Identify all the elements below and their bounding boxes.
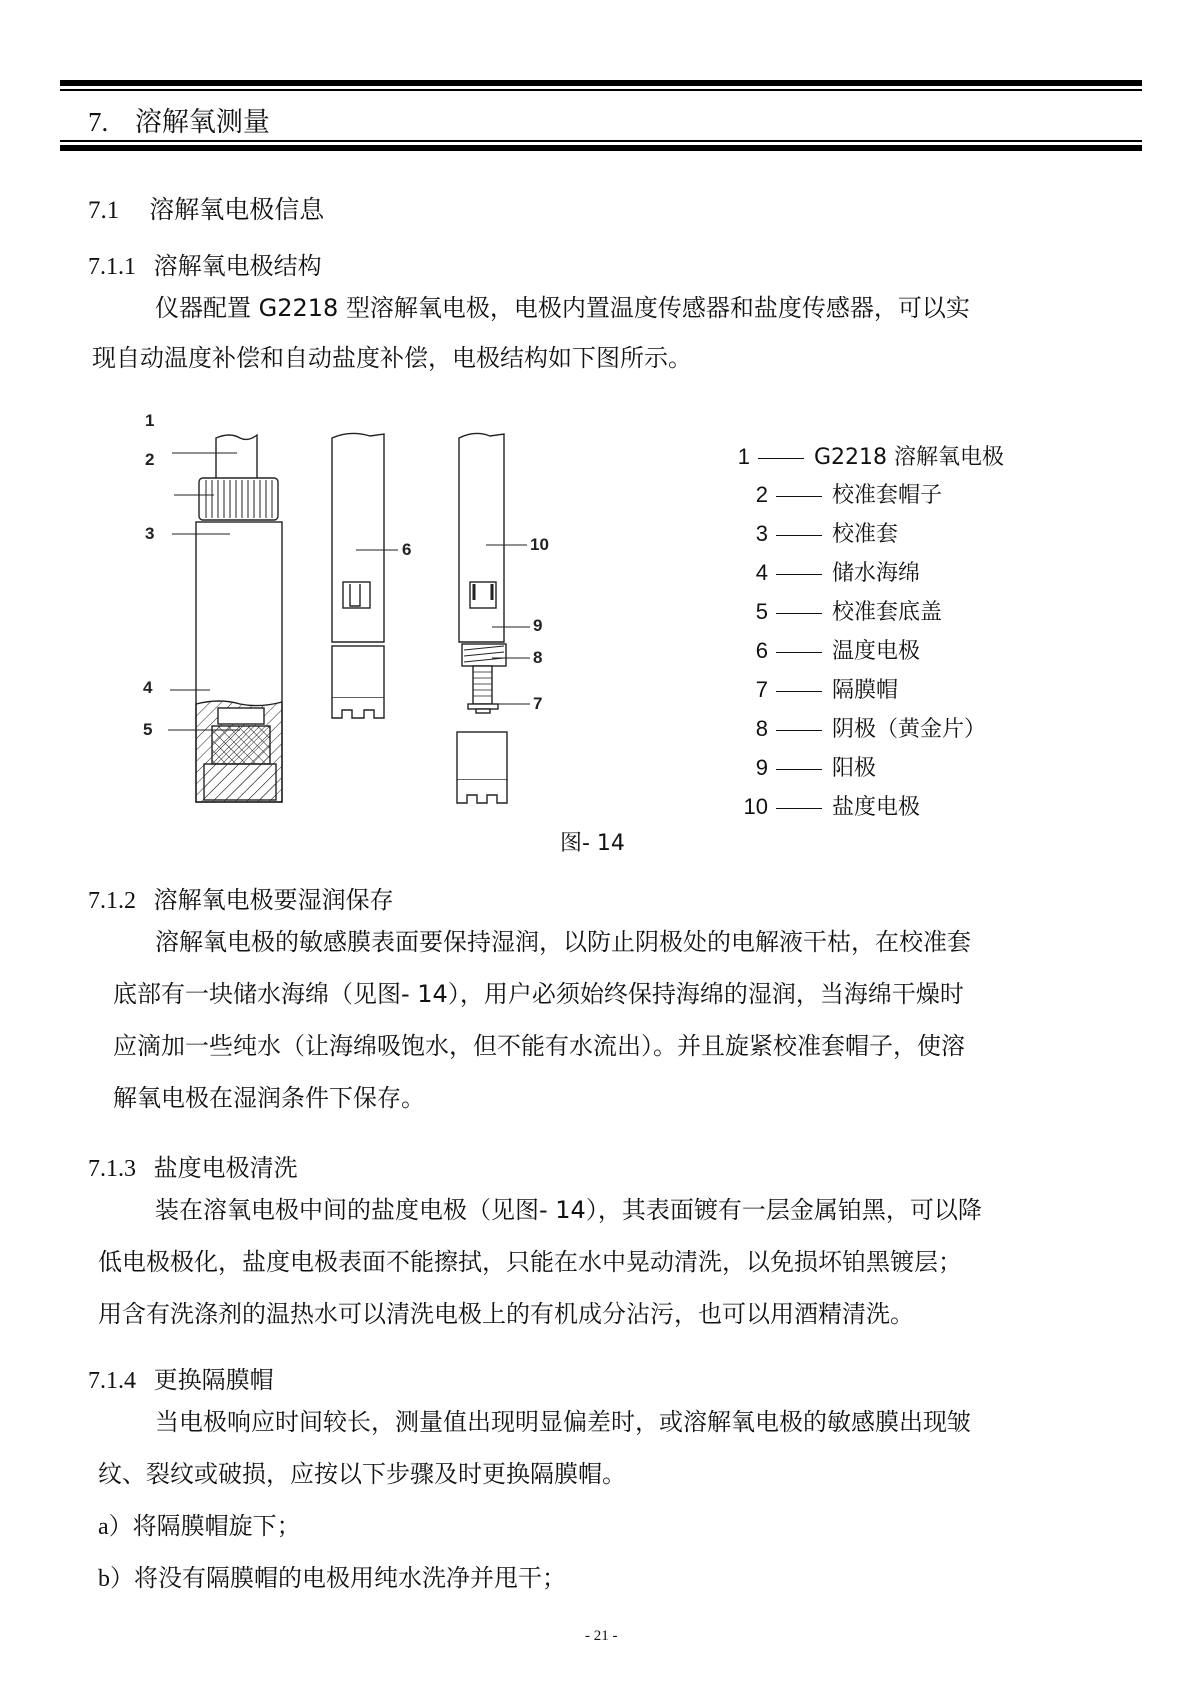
legend-item: 10 盐度电极	[743, 794, 921, 820]
callout-8: 8	[533, 648, 543, 667]
legend-item: 4 储水海绵	[755, 560, 921, 586]
header-rule-bottom-thick	[60, 145, 1142, 151]
section-number: 7.1	[88, 197, 120, 224]
legend-item: 2 校准套帽子	[755, 482, 943, 508]
subsection-heading-7-1-2: 7.1.2 溶解氧电极要湿润保存	[88, 886, 394, 914]
electrode-body-3	[459, 433, 504, 642]
cathode	[468, 704, 498, 709]
callout-4: 4	[143, 678, 153, 697]
section-title: 溶解氧电极信息	[149, 195, 325, 224]
chapter-heading	[88, 100, 270, 139]
sponge	[212, 726, 270, 764]
callout-3: 3	[145, 524, 155, 543]
subsection-heading-7-1-1: 7.1.1 溶解氧电极结构	[88, 252, 322, 280]
thread-ring	[462, 644, 506, 666]
callout-9: 9	[533, 616, 543, 635]
temperature-sensor	[343, 582, 370, 608]
figure-caption: 图- 14	[560, 831, 625, 856]
chapter-title: 溶解氧测量	[134, 107, 270, 138]
header-rule-bottom-thin	[60, 140, 1142, 142]
electrode-body-1	[216, 435, 257, 480]
chapter-number: 7.	[88, 107, 109, 137]
legend-item: 8 阴极（黄金片）	[755, 716, 987, 742]
subsection-heading-7-1-4: 7.1.4 更换隔膜帽	[88, 1366, 274, 1394]
membrane-cap	[457, 732, 507, 780]
subsection-heading-7-1-3: 7.1.3 盐度电极清洗	[88, 1154, 298, 1182]
legend-item: 1 G2218 溶解氧电极	[737, 444, 1005, 470]
legend-item: 9 阳极	[755, 755, 877, 781]
legend-item: 5 校准套底盖	[755, 599, 943, 625]
legend-item: 6 温度电极	[755, 638, 921, 664]
callout-1: 1	[145, 411, 155, 430]
callout-2: 2	[145, 450, 155, 469]
electrode-diagram	[130, 420, 630, 820]
step-a: a）将隔膜帽旋下；	[98, 1512, 301, 1540]
page-number: - 21 -	[585, 1628, 618, 1644]
callout-10: 10	[530, 535, 549, 554]
bottom-cap	[204, 764, 276, 800]
callout-7: 7	[533, 694, 543, 713]
step-b: b）将没有隔膜帽的电极用纯水洗净并甩干；	[98, 1564, 566, 1592]
legend-item: 3 校准套	[755, 521, 899, 547]
electrode-body-2	[332, 433, 384, 642]
section-heading	[88, 190, 324, 226]
callout-6: 6	[402, 540, 412, 559]
callout-5: 5	[143, 720, 153, 739]
header-rule-top-thin	[60, 89, 1142, 91]
legend-item: 7 隔膜帽	[755, 677, 899, 703]
header-rule-top-thick	[60, 80, 1142, 86]
